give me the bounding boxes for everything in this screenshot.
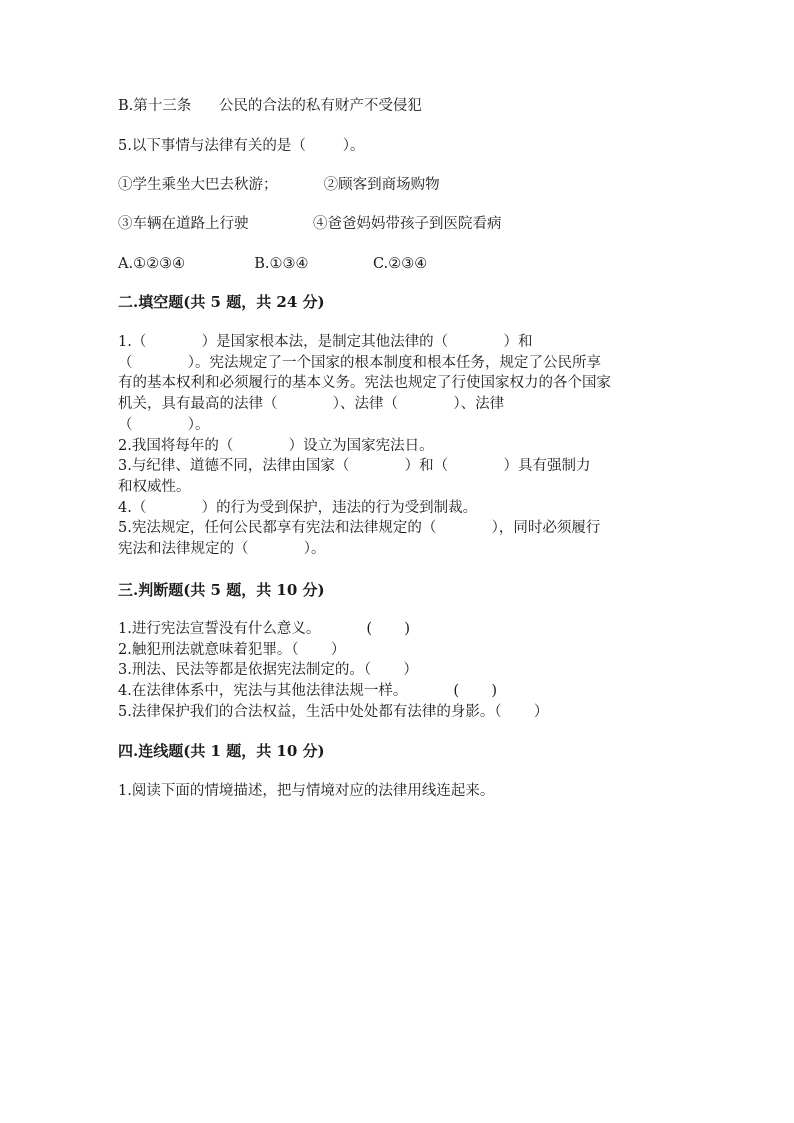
section-2-line: （ ）。宪法规定了一个国家的根本制度和根本任务，规定了公民所享: [118, 354, 602, 371]
section-2-line: 2.我国将每年的（ ）设立为国家宪法日。: [118, 437, 434, 454]
section-3-line: 2.触犯刑法就意味着犯罪。（ ）: [118, 641, 346, 658]
section-3-line: 1.进行宪法宣誓没有什么意义。 ( ): [118, 621, 411, 637]
q5-stem: 5.以下事情与法律有关的是（ ）。: [118, 138, 365, 154]
section-3-line: 3.刑法、民法等都是依据宪法制定的。（ ）: [118, 662, 418, 679]
section-2-line: 机关，具有最高的法律（ ）、法律（ ）、法律: [118, 396, 505, 413]
q5-items-row-1: ①学生乘坐大巴去秋游； ②顾客到商场购物: [118, 177, 440, 193]
section-2-line: 3.与纪律、道德不同，法律由国家（ ）和（ ）具有强制力: [118, 458, 591, 475]
q5-options: A.①②③④ B.①③④ C.②③④: [118, 256, 428, 272]
section-2-line: 5.宪法规定，任何公民都享有宪法和法律规定的（ ），同时必须履行: [118, 520, 601, 537]
section-2-line: 和权威性。: [118, 478, 191, 495]
q4-option-b: B.第十三条 公民的合法的私有财产不受侵犯: [118, 98, 422, 114]
section-2-body: [118, 332, 674, 560]
section-2-line: （ ）。: [118, 416, 210, 433]
section-2-heading: 二.填空题(共 5 题，共 24 分): [118, 293, 325, 311]
section-2-line: 4.（ ）的行为受到保护，违法的行为受到制裁。: [118, 499, 478, 516]
section-4-line: 1.阅读下面的情境描述，把与情境对应的法律用线连起来。: [118, 783, 495, 799]
q5-items-row-2: ③车辆在道路上行驶 ④爸爸妈妈带孩子到医院看病: [118, 216, 502, 232]
section-2-line: 1.（ ）是国家根本法，是制定其他法律的（ ）和: [118, 334, 533, 350]
section-3-line: 5.法律保护我们的合法权益，生活中处处都有法律的身影。（ ）: [118, 703, 549, 720]
section-3-body: [118, 619, 674, 723]
section-3-line: 4.在法律体系中，宪法与其他法律法规一样。 ( ): [118, 683, 498, 700]
section-2-line: 有的基本权利和必须履行的基本义务。宪法也规定了行使国家权力的各个国家: [118, 375, 611, 392]
section-3-heading: 三.判断题(共 5 题，共 10 分): [118, 581, 325, 599]
section-4-heading: 四.连线题(共 1 题，共 10 分): [118, 742, 325, 760]
section-2-line: 宪法和法律规定的（ ）。: [118, 541, 326, 558]
